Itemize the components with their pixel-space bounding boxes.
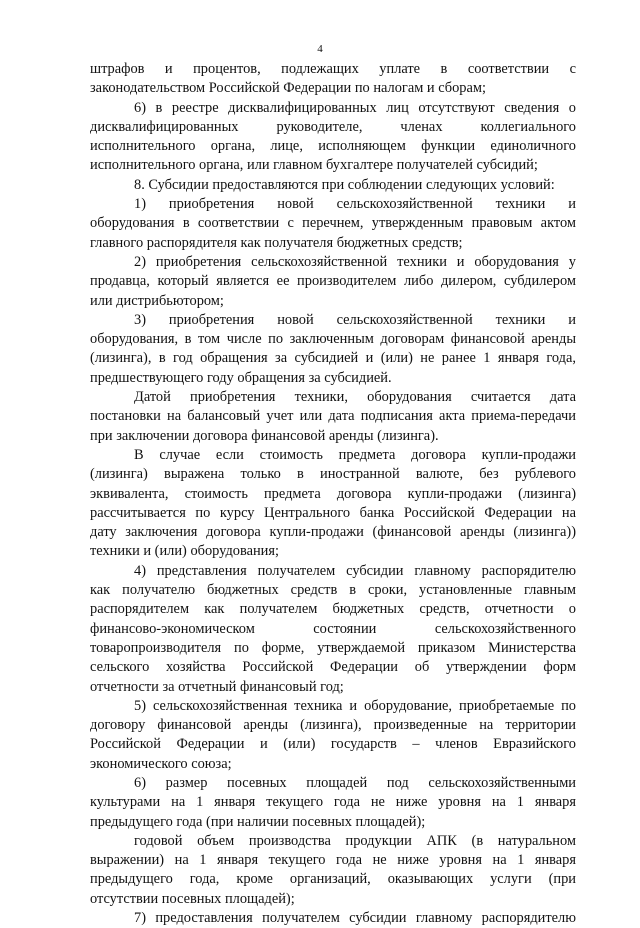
text-line: законодательством Российской Федерации по налогам и сборам; [90, 80, 486, 97]
text-line: культурами на 1 января текущего года не ниже уровня на 1 января [90, 794, 576, 811]
text-line: оборудования, в том числе по заключенным договорам финансовой аренды [90, 331, 576, 348]
text-line: рассчитывается по курсу Центрального банка Российской Федерации на [90, 504, 576, 521]
text-line: постановки на балансовый учет или дата подписания акта приема-передачи [90, 408, 576, 425]
text-line: предыдущего года, кроме организаций, оказывающих услуги (при [90, 871, 576, 888]
text-line: отчетности за отчетный финансовый год; [90, 678, 344, 695]
text-line: 8. Субсидии предоставляются при соблюдении следующих условий: [134, 176, 555, 193]
text-line: техники и (или) оборудования; [90, 543, 279, 560]
text-line: Датой приобретения техники, оборудования считается дата [134, 389, 576, 406]
text-line: (лизинга), в год обращения за субсидией и (или) не ранее 1 января года, [90, 350, 576, 367]
text-line: штрафов и процентов, подлежащих уплате в соответствии с [90, 61, 576, 77]
page-number: 4 [317, 43, 323, 55]
text-line: 6) в реестре дисквалифицированных лиц отсутствуют сведения о [134, 99, 576, 116]
text-line: договору финансовой аренды (лизинга), произведенные на территории [90, 717, 576, 734]
text-line: 2) приобретения сельскохозяйственной техники и оборудования у [134, 253, 576, 270]
text-line: выражении) на 1 января текущего года не ниже уровня на 1 января [90, 852, 576, 869]
text-line: оборудования в соответствии с перечнем, утвержденным правовым актом [90, 215, 576, 232]
text-line: экономического союза; [90, 755, 232, 772]
text-line: 4) представления получателем субсидии главному распорядителю [134, 562, 576, 579]
text-line: продавца, который является ее производителем либо дилером, субдилером [90, 273, 576, 290]
text-line: как получателю бюджетных средств в сроки, установленные главным [90, 582, 576, 599]
text-line: 6) размер посевных площадей под сельскохозяйственными [134, 774, 576, 791]
text-line: предыдущего года (при наличии посевных площадей); [90, 813, 426, 830]
text-line: при заключении договора финансовой аренды (лизинга). [90, 427, 439, 444]
text-line: 7) предоставления получателем субсидии главному распорядителю [134, 910, 576, 927]
text-line: дату заключения договора купли-продажи (финансовой аренды (лизинга)) [90, 524, 576, 541]
text-line: 5) сельскохозяйственная техника и оборудование, приобретаемые по [134, 697, 576, 714]
text-line: сельского хозяйства Российской Федерации об утверждении форм [90, 659, 576, 676]
text-line: или дистрибьютором; [90, 292, 224, 309]
text-line: дисквалифицированных руководителе, членах коллегиального [90, 118, 576, 135]
text-line: отсутствии посевных площадей); [90, 890, 295, 907]
text-line: товаропроизводителя по форме, утверждаемой приказом Министерства [90, 639, 576, 656]
document-body [90, 60, 576, 928]
text-line: распорядителем как получателем бюджетных средств, отчетности о [90, 601, 576, 618]
text-line: Российской Федерации и (или) государств – членов Евразийского [90, 736, 576, 753]
text-line: финансово-экономическом состоянии сельскохозяйственного [90, 620, 576, 637]
text-line: предшествующего году обращения за субсидией. [90, 369, 392, 386]
text-line: 1) приобретения новой сельскохозяйственной техники и [134, 196, 576, 213]
text-line: главного распорядителя как получателя бюджетных средств; [90, 234, 463, 251]
text-line: 3) приобретения новой сельскохозяйственной техники и [134, 311, 576, 328]
text-line: эквивалента, стоимость предмета договора купли-продажи (лизинга) [90, 485, 576, 502]
text-line: годовой объем производства продукции АПК (в натуральном [134, 832, 576, 849]
text-line: В случае если стоимость предмета договора купли-продажи [134, 446, 576, 463]
text-line: (лизинга) выражена только в иностранной валюте, без рублевого [90, 466, 576, 483]
text-line: исполнительного органа, или главном бухгалтере получателей субсидий; [90, 157, 538, 174]
text-line: исполнительного органа, лице, исполняющем функции единоличного [90, 138, 576, 155]
